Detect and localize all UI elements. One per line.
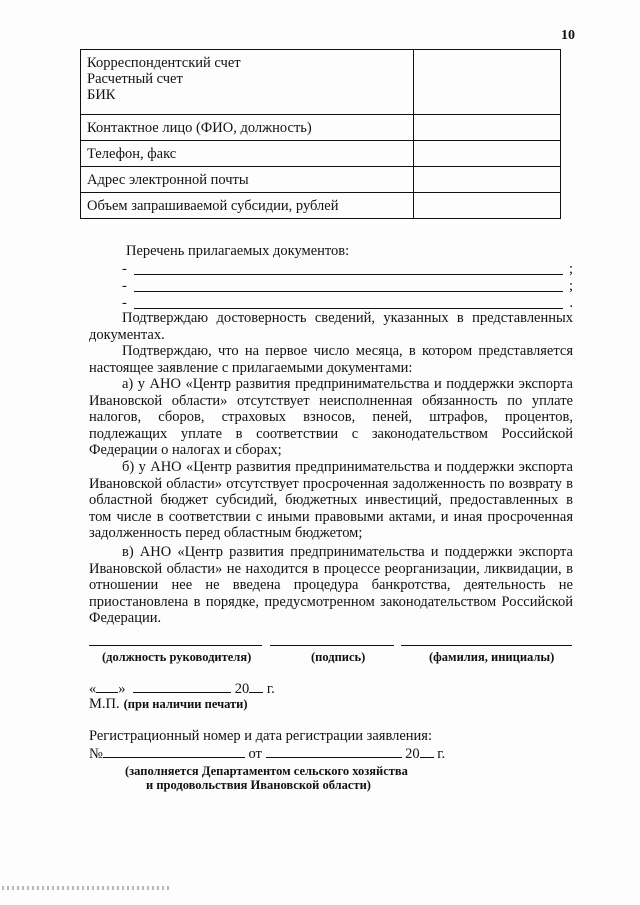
document-line-rule (134, 274, 563, 275)
registration-number-field[interactable] (103, 745, 245, 758)
confirmation-accuracy: Подтверждаю достоверность сведений, указанных в представленных документах. (89, 310, 573, 343)
date-day-field[interactable] (96, 680, 118, 693)
item-b-budget-debt: б) у АНО «Центр развития предпринимательства и поддержки экспорта Ивановской области» отсутствует просроченная задолженность по возврату в областной бюджет субсидий, бюджетных инвестиций, предоставленных в том числе в соответствии с иными правовыми актами, и иная просроченная задолженность перед областным бюджетом; (89, 459, 573, 541)
table-row (81, 193, 561, 219)
table-row (81, 50, 561, 115)
document-line[interactable] (122, 278, 573, 294)
stamp-block (89, 695, 248, 713)
documents-heading: Перечень прилагаемых документов: (126, 243, 350, 259)
date-year-suffix: г. (266, 681, 275, 697)
registration-date-field[interactable] (266, 745, 402, 758)
confirmation-date: Подтверждаю, что на первое число месяца, в котором представляется настоящее заявление с прилагаемыми документами: (89, 343, 573, 376)
item-a-tax-debt: а) у АНО «Центр развития предпринимательства и поддержки экспорта Ивановской области» отсутствует неисполненная обязанность по уплате налогов, сборов, страховых взносов, пеней, штрафов, процентов, подлежащих уплате в соответствии с законодательством Российской Федерации о налогах и сборах; (89, 376, 573, 458)
caption-signature: (подпись) (311, 650, 366, 664)
document-line-end: ; (568, 278, 573, 294)
date-year-field[interactable] (249, 680, 263, 693)
label-bik: БИК (87, 87, 116, 103)
registration-title: Регистрационный номер и дата регистрации заявления: (89, 728, 432, 744)
table-cell-value[interactable] (414, 167, 561, 193)
label-phone-fax: Телефон, факс (81, 141, 414, 167)
registration-year-field[interactable] (420, 745, 434, 758)
date-close-quote: » (118, 681, 126, 697)
label-subsidy-amount: Объем запрашиваемой субсидии, рублей (81, 193, 414, 219)
registration-year-suffix: г. (437, 746, 446, 762)
caption-position: (должность руководителя) (102, 650, 252, 664)
document-line-dash: - (122, 261, 127, 277)
requisites-table (80, 49, 561, 219)
registration-from-label: от (248, 746, 262, 762)
table-cell-value[interactable] (414, 50, 561, 115)
document-line-rule (134, 291, 563, 292)
table-row (81, 141, 561, 167)
document-line[interactable] (122, 261, 573, 277)
table-cell-value[interactable] (414, 193, 561, 219)
table-cell-label (81, 50, 414, 115)
document-line-dash: - (122, 295, 127, 311)
label-email: Адрес электронной почты (81, 167, 414, 193)
label-contact-person: Контактное лицо (ФИО, должность) (81, 115, 414, 141)
table-row (81, 167, 561, 193)
stamp-label: М.П. (89, 696, 120, 712)
label-corr-account: Корреспондентский счет (87, 55, 241, 71)
document-line-dash: - (122, 278, 127, 294)
document-line-end: ; (568, 261, 573, 277)
stamp-note: (при наличии печати) (123, 697, 248, 711)
signature-line-position[interactable] (89, 645, 262, 646)
table-row (81, 115, 561, 141)
page-number: 10 (561, 28, 575, 43)
registration-year-prefix: 20 (405, 746, 420, 762)
date-month-field[interactable] (133, 680, 231, 693)
label-current-account: Расчетный счет (87, 71, 183, 87)
caption-name: (фамилия, инициалы) (429, 650, 555, 664)
registration-note-line2: и продовольствия Ивановской области) (146, 778, 371, 792)
scan-artifact (2, 886, 172, 890)
date-year-prefix: 20 (234, 681, 250, 697)
signature-line-name[interactable] (401, 645, 572, 646)
document-line[interactable] (122, 295, 573, 311)
item-v-reorganization: в) АНО «Центр развития предпринимательства и поддержки экспорта Ивановской области» не находится в процессе реорганизации, ликвидации, в отношении нее не введена процедура банкротства, деятельность не приостановлена в порядке, предусмотренном законодательством Российской Федерации. (89, 544, 573, 626)
registration-number-sign: № (89, 746, 103, 762)
registration-note-line1: (заполняется Департаментом сельского хозяйства (125, 764, 408, 778)
table-cell-value[interactable] (414, 141, 561, 167)
registration-line (89, 745, 445, 763)
table-cell-value[interactable] (414, 115, 561, 141)
signature-line-sign[interactable] (270, 645, 394, 646)
document-line-end: . (569, 295, 573, 311)
date-open-quote: « (89, 681, 97, 697)
document-line-rule (134, 308, 563, 309)
